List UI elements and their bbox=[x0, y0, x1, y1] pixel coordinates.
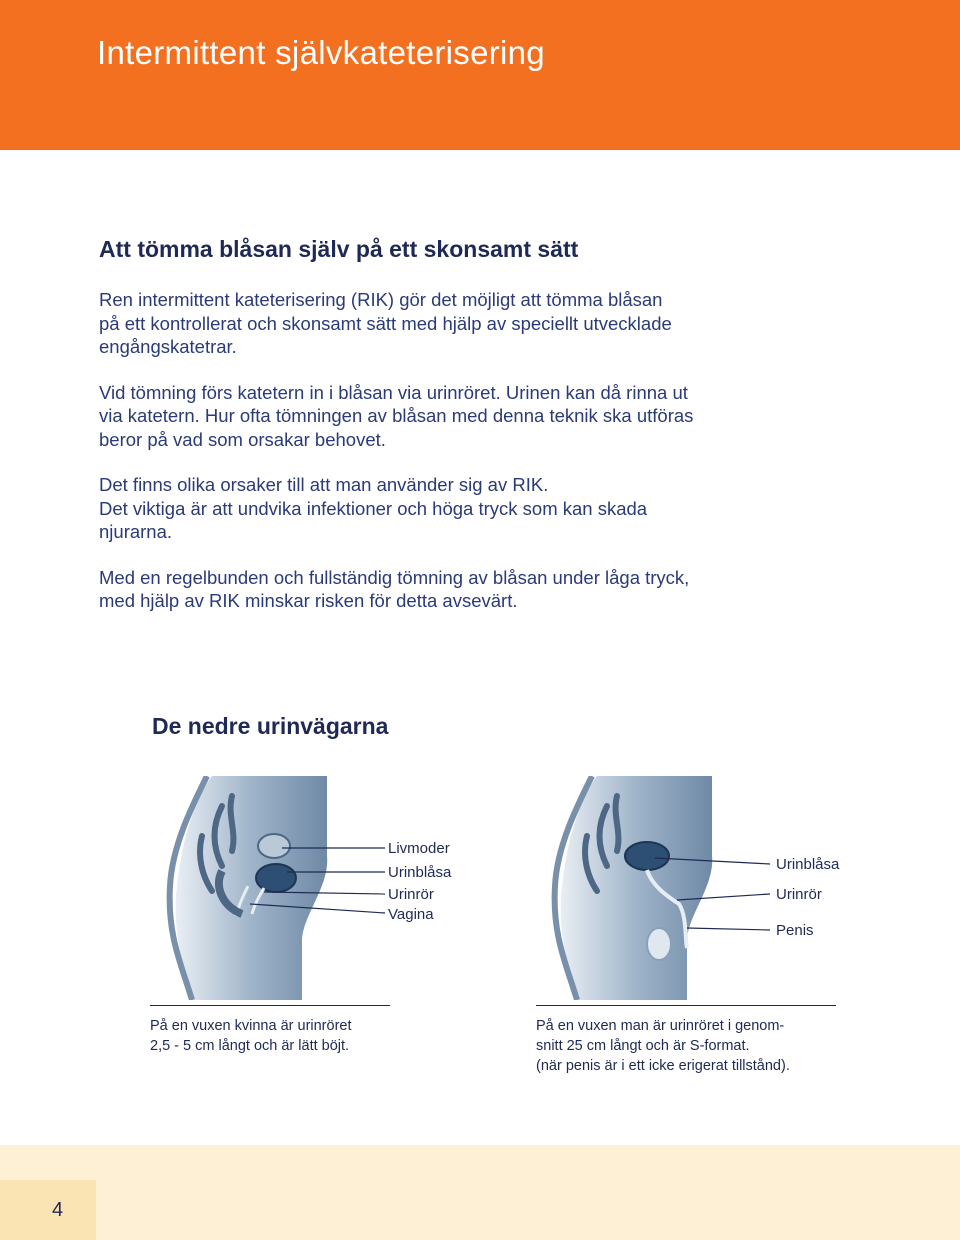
body-text bbox=[99, 288, 899, 635]
text-line: Med en regelbunden och fullständig tömning av blåsan under låga tryck, bbox=[99, 566, 690, 588]
caption-line: 2,5 - 5 cm långt och är lätt böjt. bbox=[150, 1038, 350, 1054]
header-band bbox=[0, 0, 960, 150]
caption-line: På en vuxen kvinna är urinröret bbox=[150, 1018, 352, 1034]
label-urinblasa-female: Urinblåsa bbox=[388, 864, 452, 881]
page-title: Intermittent självkateterisering bbox=[97, 34, 545, 71]
female-caption bbox=[150, 1005, 390, 1056]
text-line: njurarna. bbox=[99, 521, 173, 542]
text-line: på ett kontrollerat och skonsamt sätt med hjälp av speciellt utvecklade bbox=[99, 312, 672, 334]
caption-line: snitt 25 cm långt och är S-format. bbox=[536, 1038, 750, 1054]
label-vagina: Vagina bbox=[388, 906, 434, 923]
text-line: Det viktiga är att undvika infektioner och höga tryck som kan skada bbox=[99, 497, 648, 519]
label-urinblasa-male: Urinblåsa bbox=[776, 856, 840, 873]
section-heading: Att tömma blåsan själv på ett skonsamt sätt bbox=[99, 236, 579, 262]
label-penis: Penis bbox=[776, 922, 814, 939]
page-number-box bbox=[0, 1180, 96, 1240]
footer-band bbox=[0, 1145, 960, 1240]
paragraph-2 bbox=[99, 381, 899, 452]
text-line: via katetern. Hur ofta tömningen av blåsan med denna teknik ska utföras bbox=[99, 405, 694, 426]
figures-heading: De nedre urinvägarna bbox=[152, 713, 389, 739]
text-line: beror på vad som orsakar behovet. bbox=[99, 428, 386, 450]
text-line: engångskatetrar. bbox=[99, 336, 237, 357]
paragraph-1 bbox=[99, 288, 899, 359]
text-line: Ren intermittent kateterisering (RIK) gör det möjligt att tömma blåsan bbox=[99, 289, 663, 310]
label-urinror-male: Urinrör bbox=[776, 886, 822, 903]
text-line: med hjälp av RIK minskar risken för detta avsevärt. bbox=[99, 590, 518, 611]
page-number: 4 bbox=[52, 1199, 64, 1221]
paragraph-4 bbox=[99, 566, 899, 613]
male-caption bbox=[536, 1005, 836, 1076]
caption-line: (när penis är i ett icke erigerat tillstånd). bbox=[536, 1058, 790, 1074]
paragraph-3 bbox=[99, 473, 899, 544]
label-urinror-female: Urinrör bbox=[388, 886, 434, 903]
label-livmoder: Livmoder bbox=[388, 840, 450, 857]
caption-line: På en vuxen man är urinröret i genom- bbox=[536, 1018, 785, 1034]
text-line: Det finns olika orsaker till att man använder sig av RIK. bbox=[99, 474, 549, 495]
text-line: Vid tömning förs katetern in i blåsan via urinröret. Urinen kan då rinna ut bbox=[99, 381, 688, 403]
